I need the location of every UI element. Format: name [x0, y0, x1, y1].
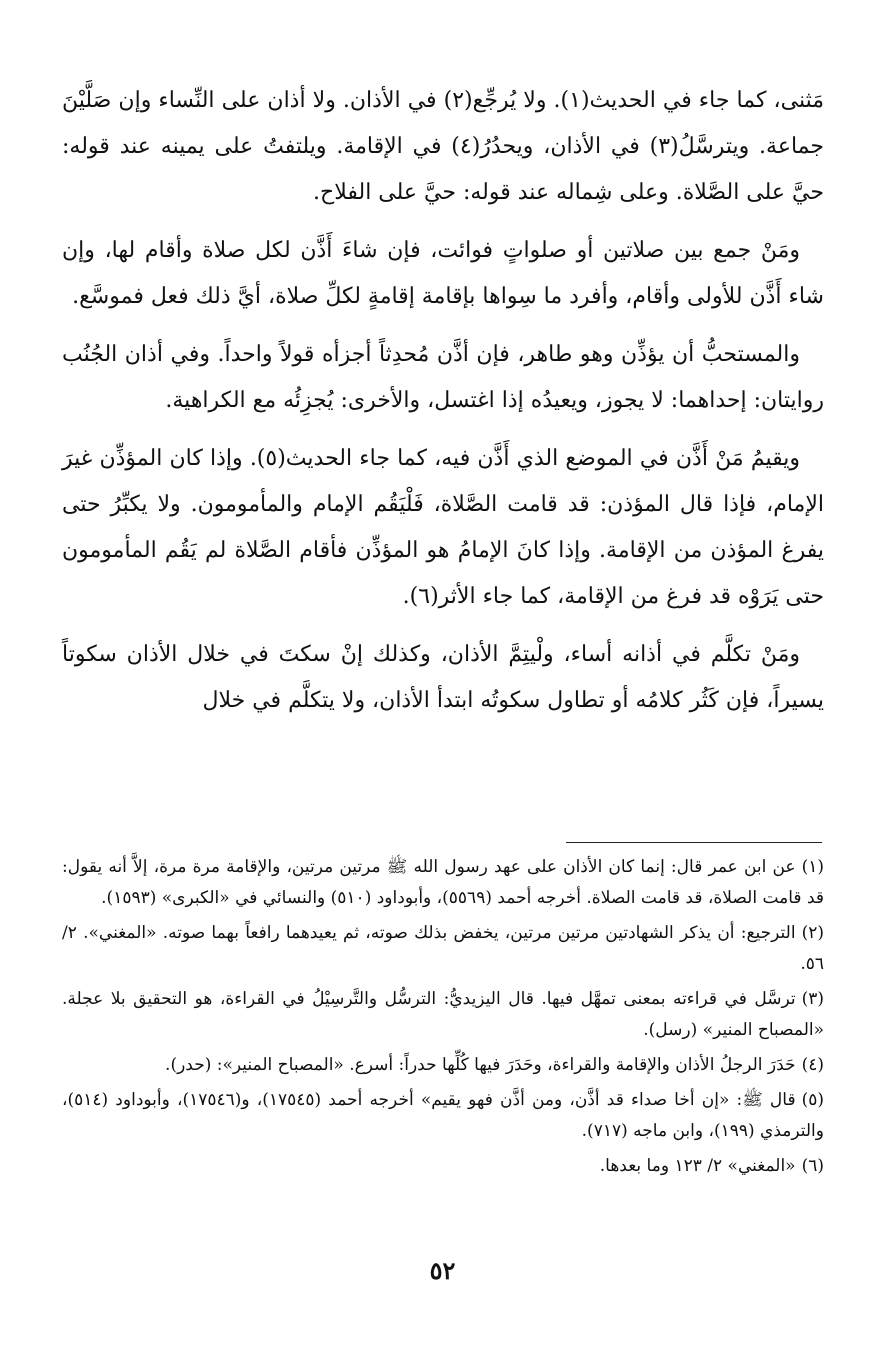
footnotes-section — [62, 852, 824, 1186]
paragraph-iqama: ويقيمُ مَنْ أَذَّن في الموضع الذي أَذَّن فيه، كما جاء الحديث(٥). وإذا كان المؤذِّن غيرَ الإمام، فإذا قال المؤذن: قد قامت الصَّلاة، فَلْيَقُم الإمام والمأمومون. ولا يكبِّرُ حتى يفرغ المؤذن من الإقامة. وإذا كانَ الإمامُ هو المؤذِّن فأقام الصَّلاة لم يَقُم المأمومون حتى يَرَوْه قد فرغ من الإقامة، كما جاء الأثر(٦). — [62, 446, 824, 609]
footnote-number: (٣) — [801, 989, 824, 1009]
footnote-number: (١) — [801, 857, 824, 877]
main-text — [62, 78, 824, 724]
footnote-5 — [62, 1085, 824, 1147]
footnote-number: (٢) — [801, 923, 824, 943]
footnote-divider — [566, 842, 822, 843]
footnote-number: (٤) — [801, 1055, 824, 1075]
footnote-number: (٦) — [801, 1156, 824, 1176]
footnote-1 — [62, 852, 824, 914]
footnote-text: الترجيع: أن يذكر الشهادتين مرتين مرتين، يخفض بذلك صوته، ثم يعيدهما رافعاً بهما صوته. «المغني». ٢/ ٥٦. — [62, 923, 824, 974]
footnote-text: ترسَّل في قراءته بمعنى تمهَّل فيها. قال اليزيديُّ: الترسُّل والتَّرسِيْلُ في القراءة، هو التحقيق بلا عجلة. «المصباح المنير» (رسل). — [62, 989, 824, 1040]
footnote-text: قال ﷺ: «إن أخا صداء قد أذَّن، ومن أذَّن فهو يقيم» أخرجه أحمد (١٧٥٤٥)، و(١٧٥٤٦)، وأبوداود (٥١٤)، والترمذي (١٩٩)، وابن ماجه (٧١٧). — [62, 1090, 824, 1141]
paragraph-combined-prayers: ومَنْ جمع بين صلاتين أو صلواتٍ فوائت، فإن شاءَ أَذَّن لكل صلاة وأقام لها، وإن شاء أَذَّن للأولى وأقام، وأفرد ما سِواها بإقامة إقامةٍ لكلِّ صلاة، أيَّ ذلك فعل فموسَّع. — [62, 238, 824, 309]
footnote-text: حَدَرَ الرجلُ الأذان والإقامة والقراءة، وحَدَرَ فيها كُلِّها حدراً: أسرع. «المصباح المنير»: (حدر). — [165, 1055, 796, 1075]
footnote-3 — [62, 984, 824, 1046]
footnote-text: «المغني» ٢/ ١٢٣ وما بعدها. — [599, 1156, 796, 1176]
page-number: ٥٢ — [429, 1256, 456, 1285]
footnote-2 — [62, 918, 824, 980]
footnote-number: (٥) — [801, 1090, 824, 1110]
paragraph-purity: والمستحبُّ أن يؤذِّن وهو طاهر، فإن أذَّن مُحدِثاً أجزأه قولاً واحداً. وفي أذان الجُنُب روايتان: إحداهما: لا يجوز، ويعيدُه إذا اغتسل، والأخرى: يُجزِئُه مع الكراهية. — [62, 342, 824, 413]
footnote-text: عن ابن عمر قال: إنما كان الأذان على عهد رسول الله ﷺ مرتين مرتين، والإقامة مرة مرة، إلاَّ أنه يقول: قد قامت الصلاة، قد قامت الصلاة. أخرجه أحمد (٥٥٦٩)، وأبوداود (٥١٠) والنسائي في «الكبرى» (١٥٩٣). — [62, 857, 824, 908]
paragraph-adhan-manner: مَثنى، كما جاء في الحديث(١). ولا يُرجِّع(٢) في الأذان. ولا أذان على النِّساء وإن صَلَّيْنَ جماعة. ويترسَّلُ(٣) في الأذان، ويحدُرُ(٤) في الإقامة. ويلتفتُ على يمينه عند قوله: حيَّ على الصَّلاة. وعلى شِماله عند قوله: حيَّ على الفلاح. — [62, 88, 825, 205]
footnote-6 — [62, 1151, 824, 1182]
footnote-4 — [62, 1050, 824, 1081]
paragraph-speaking: ومَنْ تكلَّم في أذانه أساء، ولْيتِمَّ الأذان، وكذلك إنْ سكتَ في خلال الأذان سكوتاً يسيراً، فإن كَثُر كلامُه أو تطاول سكوتُه ابتدأ الأذان، ولا يتكلَّم في خلال — [62, 642, 824, 713]
